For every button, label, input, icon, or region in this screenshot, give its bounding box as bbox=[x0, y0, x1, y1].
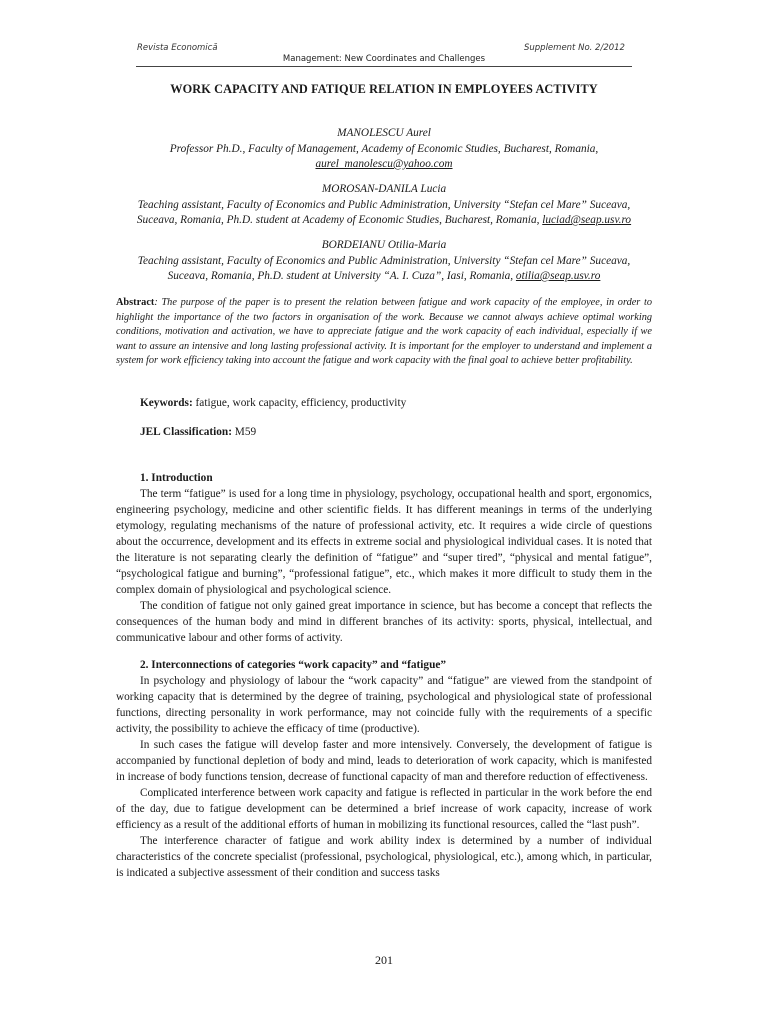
author-affiliation-cont: Suceava, Romania, Ph.D. student at University “A. I. Cuza”, Iasi, Romania, bbox=[167, 270, 514, 282]
abstract bbox=[116, 296, 652, 369]
author-block-3 bbox=[110, 238, 658, 285]
jel-label: JEL Classification: bbox=[140, 426, 232, 438]
author-email[interactable]: otilia@seap.usv.ro bbox=[515, 270, 601, 282]
author-name: BORDEIANU Otilia-Maria bbox=[321, 239, 447, 251]
section-heading: 1. Introduction bbox=[140, 472, 213, 484]
abstract-text: : The purpose of the paper is to present the relation between fatigue and work capacity of the employee, in order to highlight the importance of the two factors in organisation of the work. Because we cannot always achieve optimal working conditions, motivation and activation, we have to appreciate fatigue and the work capacity of each individual, especially if we want to assure an intensive and long lasting professional activity. It is important for the employer to understand and implement a system for work efficiency taking into account the fatigue and work capacity with the final goal to achieve better profitability. bbox=[116, 297, 652, 366]
conference-subtitle: Management: New Coordinates and Challenges bbox=[282, 54, 486, 64]
supplement-number: Supplement No. 2/2012 bbox=[524, 43, 625, 53]
author-block-2 bbox=[110, 182, 658, 229]
author-name: MANOLESCU Aurel bbox=[337, 127, 431, 139]
paragraph: The term “fatigue” is used for a long time in physiology, psychology, occupational health and sport, ergonomics, engineering psychology, medicine and other scientific fields. It has different meanings in terms of the underlying etymology, regulating mechanisms of the nature of professional activity, etc. It requires a wide circle of questions about the occurrence, development and its effects in extreme social and physiological individual cases. It is noted that the literature is not separating clearly the definition of “fatigue” and “super tired”, “physical and mental fatigue”, “psychological fatigue and burning”, “professional fatigue”, etc., which makes it more difficult to study them in the complex domain of physiological and psychological science. bbox=[116, 488, 652, 596]
author-name: MOROSAN-DANILA Lucia bbox=[321, 183, 447, 195]
paragraph: In such cases the fatigue will develop faster and more intensively. Conversely, the development of fatigue is accompanied by functional depletion of body and mind, leads to deterioration of work capacity, which is manifested in increase of body functions tension, decrease of functional capacity of man and therefore reduction of effectiveness. bbox=[116, 739, 652, 783]
header-rule bbox=[136, 66, 632, 67]
keywords-label: Keywords: bbox=[140, 397, 193, 409]
author-affiliation: Professor Ph.D., Faculty of Management, Academy of Economic Studies, Bucharest, Romania, bbox=[169, 142, 599, 155]
author-affiliation-cont: Suceava, Romania, Ph.D. student at Academy of Economic Studies, Bucharest, Romania, bbox=[136, 214, 540, 226]
paper-title: WORK CAPACITY AND FATIQUE RELATION IN EMPLOYEES ACTIVITY bbox=[170, 82, 598, 96]
jel-classification bbox=[140, 426, 256, 438]
journal-name: Revista Economică bbox=[137, 43, 218, 53]
author-block-1 bbox=[110, 126, 658, 173]
abstract-label: Abstract bbox=[116, 297, 155, 308]
author-affiliation: Teaching assistant, Faculty of Economics and Public Administration, University “Stefan cel Mare” Suceava, bbox=[137, 254, 631, 267]
paragraph: The condition of fatigue not only gained great importance in science, but has become a concept that reflects the consequences of the human body and mind in different branches of its activity: sports, physical, intellectual, and communicative labour and other forms of activity. bbox=[116, 600, 652, 644]
author-email[interactable]: luciad@seap.usv.ro bbox=[542, 214, 632, 226]
paragraph: The interference character of fatigue and work ability index is determined by a number of individual characteristics of the concrete specialist (professional, psychological, physiological, etc.), among which, in particular, is indicated a subjective assessment of their condition and success tasks bbox=[116, 835, 652, 879]
section-heading: 2. Interconnections of categories “work capacity” and “fatigue” bbox=[140, 659, 447, 671]
jel-text: M59 bbox=[231, 426, 257, 438]
author-email[interactable]: aurel_manolescu@yahoo.com bbox=[315, 158, 453, 170]
paragraph: In psychology and physiology of labour the “work capacity” and “fatigue” are viewed from the standpoint of working capacity that is determined by the degree of training, psychological and physiological state of professional functions, directing personality in work performance, may not coincide fully with the requirements of a specific activity, the possibility to achieve the efficacy of time (productive). bbox=[116, 675, 652, 735]
article-body bbox=[116, 470, 652, 881]
keywords bbox=[140, 397, 406, 409]
author-affiliation: Teaching assistant, Faculty of Economics and Public Administration, University “Stefan cel Mare” Suceava, bbox=[137, 198, 631, 211]
paragraph: Complicated interference between work capacity and fatigue is reflected in particular in the work before the end of the day, due to fatigue development can be determined a brief increase of work capacity, increase of work efficiency as a result of the additional efforts of human in mobilizing its functional resources, called the “last push”. bbox=[116, 787, 652, 831]
page-number: 201 bbox=[375, 953, 393, 967]
keywords-text: fatigue, work capacity, efficiency, productivity bbox=[192, 397, 407, 409]
